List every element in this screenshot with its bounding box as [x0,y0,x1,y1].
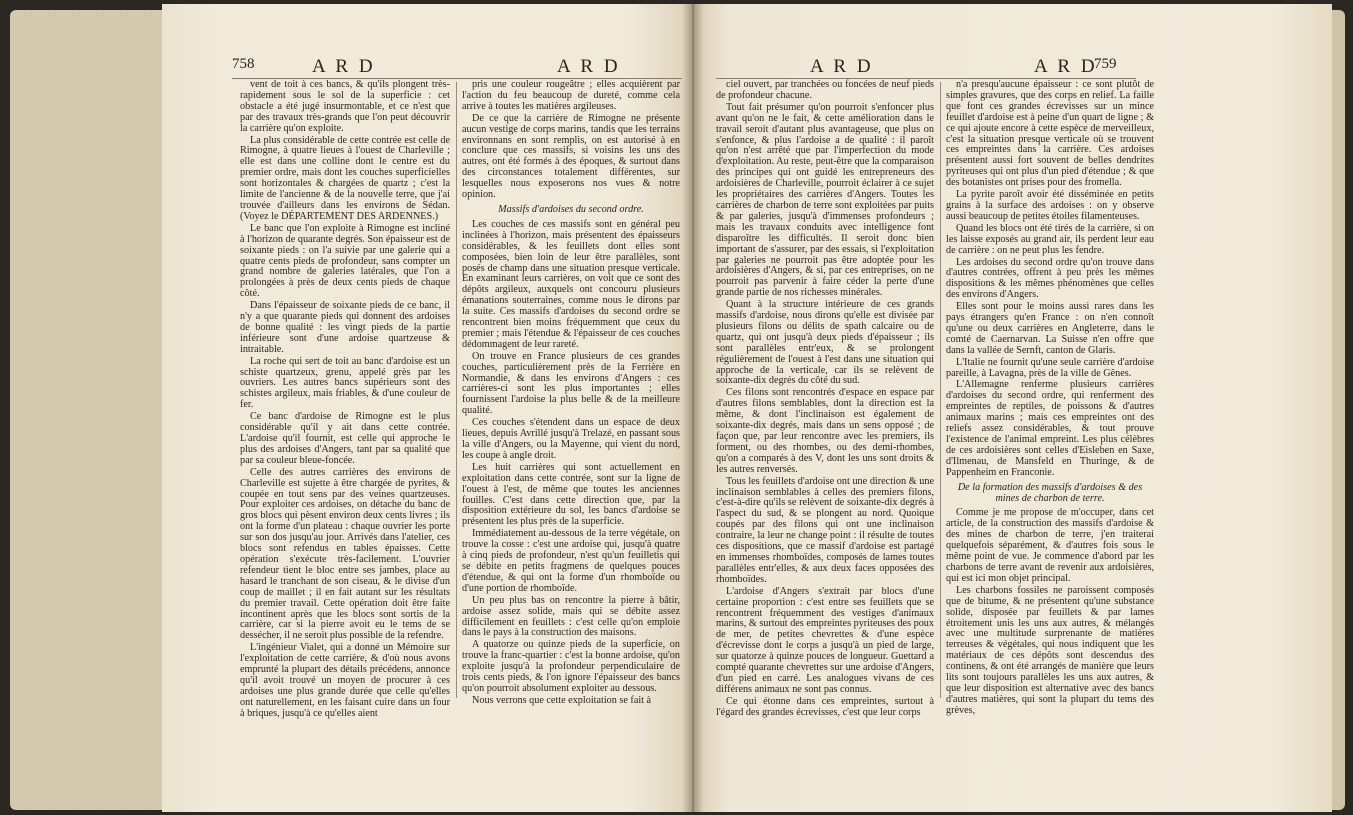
paragraph: Les ardoises du second ordre qu'on trouve dans d'autres contrées, offrent à peu près les mêmes dispositions & les mêmes phénomènes que celles des environs d'Angers. [946,256,1154,301]
paragraph: Immédiatement au-dessous de la terre végétale, on trouve la cosse : c'est une ardoise qui, jusqu'à quatre à cinq pieds de profondeur, n'est qu'un feuilletis qui se débite en petits fragmens de quelques pouces d'étendue, & qui ont la forme d'un rhomboïde ou d'une portion de rhomboïde. [462,528,680,594]
paragraph: pris une couleur rougeâtre ; elles acquièrent par l'action du feu beaucoup de dureté, comme cela arrive à toutes les matières argileuses. [462,79,680,112]
paragraph: Tous les feuillets d'ardoise ont une direction & une inclinaison semblables à celles des premiers filons, c'est-à-dire qu'ils se relèvent de soixante-dix degrés à l'aspect du sud, & se plongent au nord. Quoique coupés par des filons qui ont une inclinaison contraire, la leur ne change point : il résulte de toutes ces dispositions, que ce massif d'ardoise est partagé en immenses rhomboïdes, composés de lames toutes parallèles entr'elles, & aux deux faces opposées des rhomboïdes. [716,475,934,585]
paragraph: De ce que la carrière de Rimogne ne présente aucun vestige de corps marins, tandis que les terrains environnans en sont remplis, on est autorisé à en conclure que ces massifs, si voisins les uns des autres, ont été formés à des époques, & surtout dans des circonstances totalement différentes, sur lesquelles nous exposerons nos vues & notre opinion. [462,112,680,201]
page-edges-left [10,10,170,810]
paragraph: Ce banc d'ardoise de Rimogne est le plus considérable qu'il y ait dans cette contrée. L'ardoise qu'il fournit, est celle qui approche le plus des ardoises d'Angers, tant par sa qualité que par sa couleur bleue-foncée. [240,411,450,466]
paragraph: ciel ouvert, par tranchées ou foncées de neuf pieds de profondeur chacune. [716,79,934,101]
paragraph: Les huit carrières qui sont actuellement en exploitation dans cette contrée, sont sur la ligne de l'ouest à l'est, de même que toutes les anciennes fouilles. C'est dans cette direction que, par la disposition extérieure du sol, les bancs d'ardoise se présentent les plus près de la superficie. [462,461,680,528]
running-head: A R D [557,56,621,77]
left-page [162,4,692,812]
paragraph: A quatorze ou quinze pieds de la superficie, on trouve la franc-quartier : c'est la bonne ardoise, qu'on exploite jusqu'à la profondeur perpendiculaire de trois cents pieds, & l'on ignore l'épaisseur des bancs qu'on pourroit absolument exploiter au dessous. [462,639,680,694]
open-book [10,4,1345,812]
paragraph: Les charbons fossiles ne paroissent composés que de bitume, & ne présentent qu'une substance solide, disposée par feuillets & par lames étroitement unis les uns aux autres, & mélangés avec une multitude surprenante de matières terreuses & végétales, qui nous indiquent que les matériaux de ces dépôts sont descendus des continens, & ont été arrangés de manière que leurs lits sont toujours parallèles les uns aux autres, & que leur disposition est alternative avec des bancs d'autres matières, qui sont la plupart du tems des grèves, [946,584,1154,716]
paragraph: Elles sont pour le moins aussi rares dans les pays étrangers qu'en France : on n'en connoît qu'une ou deux carrières en Angleterre, dans le comté de Caernarvan. La Suisse n'en offre que dans la vallée de Sernft, canton de Glaris. [946,301,1154,356]
section-subheading: De la formation des massifs d'ardoises & des mines de charbon de terre. [957,481,1143,504]
paragraph: La pyrite paroît avoir été disséminée en petits grains à la surface des ardoises : on y observe aussi beaucoup de petites étoiles filamenteuses. [946,189,1154,222]
paragraph: Comme je me propose de m'occuper, dans cet article, de la construction des massifs d'ardoise & des mines de charbon de terre, j'en traiterai quelquefois séparément, & d'autres fois sous le même point de vue. Je commence d'abord par les charbons de terre avant de revenir aux ardoisières, qui est ici mon objet principal. [946,507,1154,584]
right-page [692,4,1332,812]
paragraph: La plus considérable de cette contrée est celle de Rimogne, à quatre lieues à l'ouest de Charleville ; elle est dans une colline dont le centre est du premier ordre, mais dont les couches superficielles sont horizontales & chargées de quartz ; c'est la limite de l'ancienne & de la nouvelle terre, que j'ai trouvée d'ailleurs dans les environs de Sédan. (Voyez le DÉPARTEMENT DES ARDENNES.) [240,134,450,222]
paragraph: Quant à la structure intérieure de ces grands massifs d'ardoise, nous dirons qu'elle est divisée par plusieurs filons ou délits de spath calcaire ou de quartz, qui ont jusqu'à deux pieds d'épaisseur ; ils sont parallèles entr'eux, & se prolongent régulièrement de l'ouest à l'est dans une situation qui approche de la verticale, car ils se relèvent de soixante-dix degrés du côté du sud. [716,299,934,387]
column-rule [456,82,457,698]
paragraph: On trouve en France plusieurs de ces grandes couches, particulièrement près de la Ferrière en Normandie, & dans les environs d'Angers : ces carrières-ci sont les plus importantes ; elles fournissent l'ardoise la plus belle & de la meilleure qualité. [462,350,680,417]
paragraph: Ces filons sont rencontrés d'espace en espace par d'autres filons semblables, dont la direction est la même, & dont l'inclinaison est également de soixante-dix degrés, mais dans un sens opposé ; de façon que, par leur rencontre avec les premiers, ils forment, ou des rhombes, ou des demi-rhombes, qu'on a comparés à des V, dont les uns sont droits & les autres renversés. [716,387,934,475]
page-number: 759 [1094,56,1117,72]
text-column [462,79,680,706]
running-head: A R D [1034,56,1098,77]
paragraph: L'Italie ne fournit qu'une seule carrière d'ardoise pareille, à Lavagna, près de la ville de Gênes. [946,356,1154,379]
page-number: 758 [232,56,255,72]
text-column [946,79,1154,716]
paragraph: Les couches de ces massifs sont en général peu inclinées à l'horizon, mais présentent des épaisseurs considérables, & les feuillets dont elles sont composées, bien loin de leur être parallèles, sont posés de champ dans une situation presque verticale. En examinant leurs carrières, on voit que ce sont des dépôts argileux, auxquels ont concouru plusieurs émanations souterraines, comme nous le dirons par la suite. Ces massifs d'ardoises du second ordre se rencontrent bien moins fréquemment que ceux du premier ; mais l'étendue & l'épaisseur de ces couches dédommagent de leur rareté. [462,218,680,350]
text-column [716,79,934,718]
paragraph: Un peu plus bas on rencontre la pierre à bâtir, ardoise assez solide, mais qui se débite assez difficilement en feuillets : c'est celle qu'on emploie dans le pays à la construction des maisons. [462,594,680,639]
paragraph: n'a presqu'aucune épaisseur : ce sont plutôt de simples gravures, que des corps en relief. La faille que font ces grandes écrevisses sur un mince feuillet d'ardoise est à peine d'un quart de ligne ; & ce qui ajoute encore à cette espèce de merveilleux, c'est la situation presque verticale où se trouvent ces empreintes dans la carrière. Ces ardoises présentent aussi fort souvent de belles dendrites pyriteuses qui ont plus d'un pied d'étendue ; & que des botanistes ont prises pour des fromella. [946,79,1154,189]
paragraph: Ces couches s'étendent dans un espace de deux lieues, depuis Avrillé jusqu'à Trelazé, en passant sous la ville d'Angers, ou la Mayenne, qui vient du nord, les coupe à angle droit. [462,417,680,461]
column-rule [940,82,941,698]
section-subheading: Massifs d'ardoises du second ordre. [498,203,644,215]
running-head: A R D [810,56,874,77]
text-column [240,79,450,719]
paragraph: Tout fait présumer qu'on pourroit s'enfoncer plus avant qu'on ne le fait, & cette amélioration dans le travail seroit d'autant plus avantageuse, que plus on s'enfonce, & plus l'ardoise a de qualité : il paroît qu'on n'est arrêté que par l'imperfection du mode d'exploitation. Au reste, peut-être que la comparaison des principes qui ont guidé les entrepreneurs des ardoisières de Charleville, pourroit éclairer à ce sujet les propriétaires des carrières d'Angers. Toutes les carrières de charbon de terre sont exploitées par puits & par galeries, jusqu'à d'immenses profondeurs ; mais les travaux conduits avec intelligence font disparoître les difficultés. Il seroit donc bien important de s'assurer, par des essais, si l'exploitation par galeries ne pourroit pas être adoptée pour les ardoisières d'Angers, & si, par ces entreprises, on ne pourroit pas parvenir à faire céder la perte d'une grande partie de nos richesses minérales. [716,101,934,299]
book-gutter [682,4,704,812]
paragraph: L'ardoise d'Angers s'extrait par blocs d'une certaine proportion : c'est entre ses feuillets que se rencontrent fréquemment des vestiges d'animaux marins, & surtout des empreintes pyriteuses des poux de mer, de petites chevrettes & d'une espèce d'écrevisse dont le corps a jusqu'à un pied de large, sur quatorze à quinze pouces de longueur. Guettard a compté quarante chevrettes sur une ardoise d'Angers, d'un pied en carré. Les analogues vivans de ces différens animaux ne sont pas connus. [716,585,934,695]
paragraph: L'ingénieur Vialet, qui a donné un Mémoire sur l'exploitation de cette carrière, & d'où nous avons emprunté la plupart des détails précédens, annonce qu'il avoit trouvé un moyen de procurer à ces ardoises une plus grande durée que celle qu'elles ont naturellement, en les faisant cuire dans un four à briques, jusqu'à ce qu'elles aient [240,642,450,719]
paragraph: Dans l'épaisseur de soixante pieds de ce banc, il n'y a que quarante pieds qui donnent des ardoises de bonne qualité : les vingt pieds de la partie inférieure sont d'une ardoise quartzeuse & intraitable. [240,300,450,355]
paragraph: La roche qui sert de toit au banc d'ardoise est un schiste quartzeux, grenu, appelé grès par les ouvriers. Les autres bancs supérieurs sont des schistes argileux, mais friables, & d'une couleur de fer. [240,355,450,411]
paragraph: Ce qui étonne dans ces empreintes, surtout à l'égard des grandes écrevisses, c'est que leur corps [716,695,934,718]
paragraph: Nous verrons que cette exploitation se fait à [472,694,652,706]
paragraph: Quand les blocs ont été tirés de la carrière, si on les laisse exposés au grand air, ils perdent leur eau de carrière : on ne peut plus les fendre. [946,222,1154,256]
page-edges-right [1331,10,1345,810]
paragraph: Le banc que l'on exploite à Rimogne est incliné à l'horizon de quarante degrés. Son épaisseur est de soixante pieds : on l'a suivie par une galerie qui a quatre cents pieds de profondeur, sans compter un grand nombre de galeries latérales, que l'on a prolongées à près de deux cents pieds de chaque côté. [240,222,450,300]
running-head: A R D [312,56,376,77]
paragraph: L'Allemagne renferme plusieurs carrières d'ardoises du second ordre, qui renferment des empreintes de reptiles, de poissons & d'autres animaux marins ; mais ces empreintes ont des reliefs assez considérables, & tout prouve l'existence de l'animal empreint. Les plus célèbres de ces ardoisières sont celles d'Eisleben en Saxe, d'Ilmenau, de Mansfeld en Thuringe, & de Pappenheim en Franconie. [946,379,1154,478]
paragraph: vent de toit à ces bancs, & qu'ils plongent très-rapidement sous le sol de la superficie : cet obstacle a été jugé insurmontable, et ce n'est que par des travaux très-grands que l'on peut découvrir la carrière qu'on exploite. [240,79,450,134]
paragraph: Celle des autres carrières des environs de Charleville est sujette à être chargée de pyrites, & coupée en tout sens par des veines quartzeuses. Pour exploiter ces ardoises, on détache du banc de gros blocs qui pèsent environ deux cents livres ; ils ont la forme d'un plateau : chaque ouvrier les porte sur son dos jusqu'au jour. Arrivés dans l'atelier, ces blocs sont refendus en tables épaisses. Cette opération s'exécute très-facilement. L'ouvrier refendeur tient le bloc entre ses jambes, place au hasard le tranchant de son ciseau, & le divise d'un coup de maillet ; il en fait autant sur les résultats du premier travail. Cette opération doit être faite incontinent après que les blocs sont sortis de la carrière, car si la pierre avoit eu le tems de se dessécher, il ne seroit plus possible de la refendre. [240,466,450,642]
